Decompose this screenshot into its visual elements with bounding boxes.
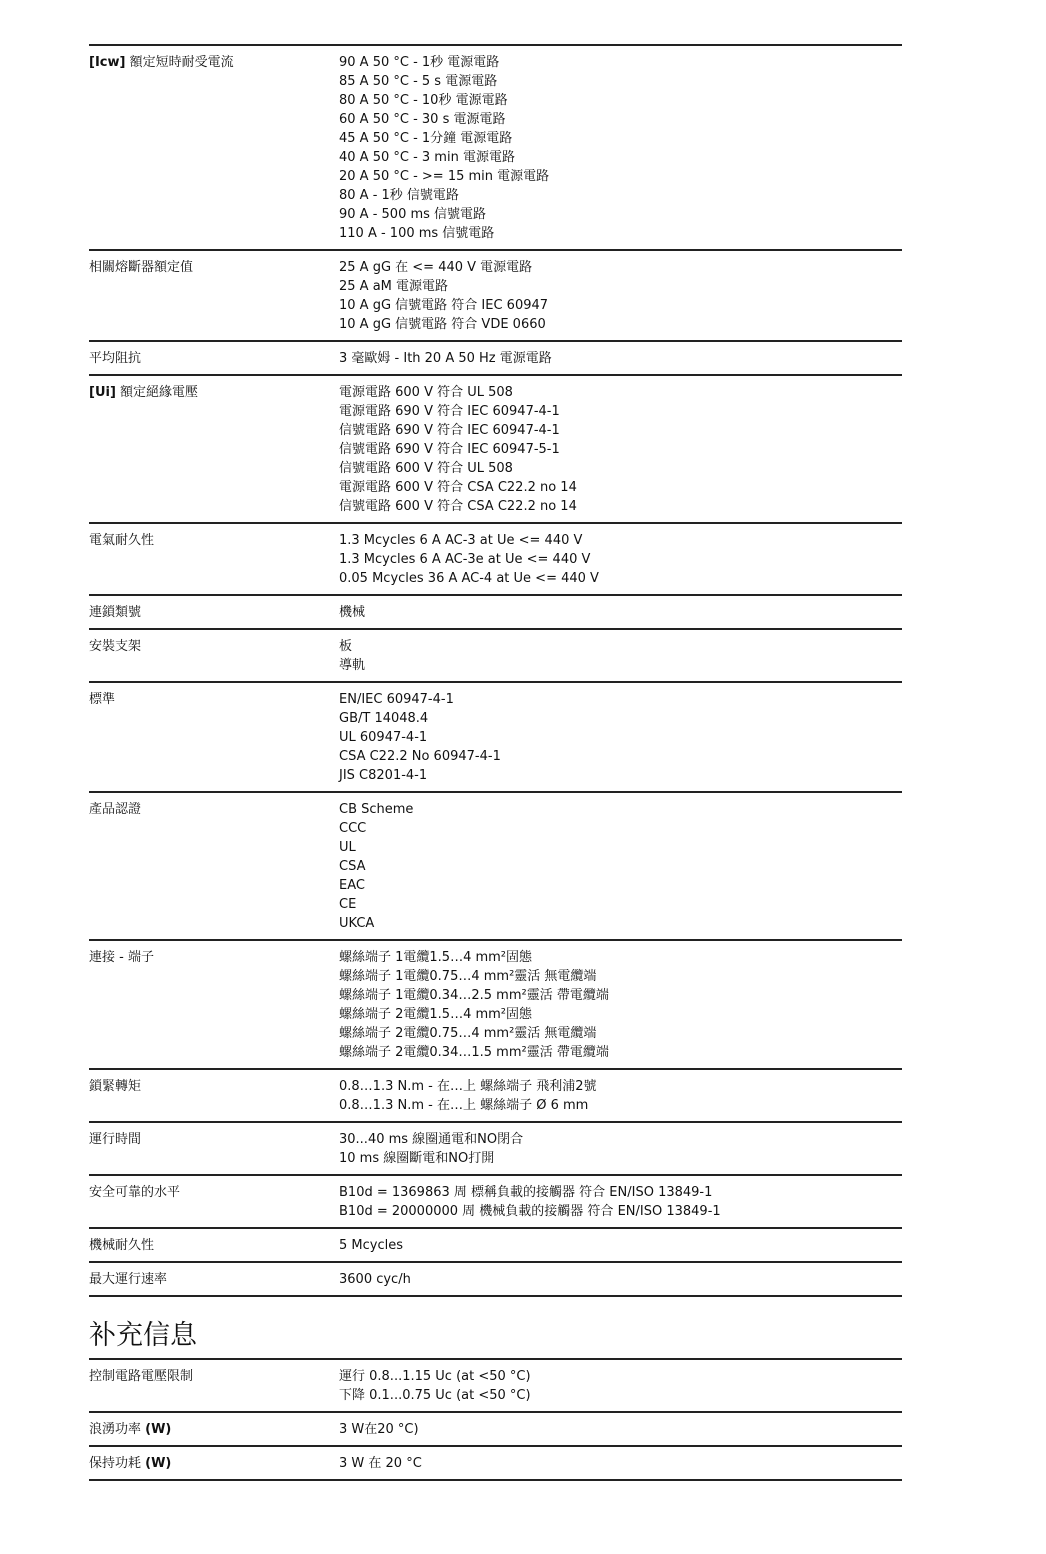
spec-label (89, 1130, 339, 1168)
spec-label-suffix: (W) (145, 1456, 172, 1471)
spec-values (339, 1420, 902, 1439)
spec-table (89, 44, 902, 1297)
spec-value: 60 A 50 °C - 30 s 電源電路 (339, 112, 506, 127)
spec-row (89, 1413, 902, 1447)
spec-row (89, 251, 902, 342)
spec-value: 110 A - 100 ms 信號電路 (339, 226, 495, 241)
spec-value: UL 60947-4-1 (339, 730, 428, 745)
spec-value: 85 A 50 °C - 5 s 電源電路 (339, 74, 498, 89)
spec-values (339, 349, 902, 368)
spec-values (339, 1183, 902, 1221)
spec-value: 3 毫歐姆 - Ith 20 A 50 Hz 電源電路 (339, 351, 552, 366)
spec-value: 電源電路 600 V 符合 UL 508 (339, 385, 513, 400)
spec-value: 下降 0.1...0.75 Uc (at <50 °C) (339, 1388, 531, 1403)
spec-label-text: 相關熔斷器額定值 (89, 260, 194, 275)
spec-label (89, 383, 339, 516)
spec-value: CE (339, 897, 357, 912)
spec-label (89, 1236, 339, 1255)
spec-row (89, 630, 902, 683)
spec-row (89, 596, 902, 630)
spec-label (89, 948, 339, 1062)
spec-value: 信號電路 690 V 符合 IEC 60947-5-1 (339, 442, 560, 457)
spec-values (339, 637, 902, 675)
spec-value: 10 A gG 信號電路 符合 VDE 0660 (339, 317, 546, 332)
spec-row (89, 1070, 902, 1123)
spec-values (339, 1236, 902, 1255)
spec-value: 10 ms 線圈斷電和NO打開 (339, 1151, 495, 1166)
spec-label (89, 1183, 339, 1221)
spec-label-text: 平均阻抗 (89, 351, 142, 366)
spec-label-text: 運行時間 (89, 1132, 142, 1147)
spec-row (89, 376, 902, 524)
spec-value: 10 A gG 信號電路 符合 IEC 60947 (339, 298, 549, 313)
spec-row (89, 342, 902, 376)
spec-label-text: 連鎖類號 (89, 605, 142, 620)
spec-label (89, 531, 339, 588)
spec-page (89, 44, 902, 1481)
spec-value: 板 (339, 639, 353, 654)
spec-values (339, 1367, 902, 1405)
spec-value: 3600 cyc/h (339, 1272, 411, 1287)
spec-value: 45 A 50 °C - 1分鐘 電源電路 (339, 131, 513, 146)
spec-value: 螺絲端子 1電纜0.34…2.5 mm²靈活 帶電纜端 (339, 988, 609, 1003)
spec-value: 30...40 ms 線圈通電和NO閉合 (339, 1132, 524, 1147)
spec-value: 25 A gG 在 <= 440 V 電源電路 (339, 260, 533, 275)
supplementary-title: 补充信息 (89, 1320, 197, 1351)
spec-value: 電源電路 690 V 符合 IEC 60947-4-1 (339, 404, 560, 419)
spec-value: CSA (339, 859, 366, 874)
spec-value: 90 A - 500 ms 信號電路 (339, 207, 487, 222)
spec-label (89, 690, 339, 785)
spec-value: CSA C22.2 No 60947-4-1 (339, 749, 501, 764)
spec-value: 螺絲端子 2電纜0.34…1.5 mm²靈活 帶電纜端 (339, 1045, 609, 1060)
spec-label-text: 浪湧功率 (89, 1422, 146, 1437)
spec-row (89, 1263, 902, 1297)
spec-label-text: 額定絕緣電壓 (115, 385, 199, 400)
spec-values (339, 53, 902, 243)
spec-label (89, 53, 339, 243)
spec-value: UKCA (339, 916, 375, 931)
spec-value: GB/T 14048.4 (339, 711, 429, 726)
spec-value: 25 A aM 電源電路 (339, 279, 449, 294)
spec-value: UL (339, 840, 356, 855)
spec-label-text: 最大運行速率 (89, 1272, 168, 1287)
spec-label (89, 1420, 339, 1439)
spec-label-text: 機械耐久性 (89, 1238, 155, 1253)
spec-value: 信號電路 600 V 符合 CSA C22.2 no 14 (339, 499, 577, 514)
spec-value: 3 W在20 °C) (339, 1422, 419, 1437)
spec-value: JIS C8201-4-1 (339, 768, 428, 783)
spec-values (339, 800, 902, 933)
spec-label-text: 安裝支架 (89, 639, 142, 654)
spec-label (89, 349, 339, 368)
spec-value: 1.3 Mcycles 6 A AC-3 at Ue <= 440 V (339, 533, 583, 548)
spec-values (339, 383, 902, 516)
spec-value: B10d = 1369863 周 標稱負載的接觸器 符合 EN/ISO 13849-1 (339, 1185, 713, 1200)
spec-row (89, 683, 902, 793)
spec-value: 導軌 (339, 658, 366, 673)
spec-value: CCC (339, 821, 367, 836)
spec-label-text: 產品認證 (89, 802, 142, 817)
spec-values (339, 531, 902, 588)
spec-value: 40 A 50 °C - 3 min 電源電路 (339, 150, 515, 165)
spec-values (339, 1077, 902, 1115)
spec-row (89, 524, 902, 596)
spec-label (89, 1367, 339, 1405)
spec-value: 0.05 Mcycles 36 A AC-4 at Ue <= 440 V (339, 571, 599, 586)
spec-label-text: 電氣耐久性 (89, 533, 155, 548)
spec-value: CB Scheme (339, 802, 414, 817)
spec-values (339, 1270, 902, 1289)
spec-value: B10d = 20000000 周 機械負載的接觸器 符合 EN/ISO 13849-1 (339, 1204, 721, 1219)
spec-label (89, 637, 339, 675)
spec-row (89, 1176, 902, 1229)
spec-label (89, 1077, 339, 1115)
spec-label (89, 603, 339, 622)
spec-value: 1.3 Mcycles 6 A AC-3e at Ue <= 440 V (339, 552, 591, 567)
spec-label-text: 保持功耗 (89, 1456, 146, 1471)
spec-value: 螺絲端子 1電纜0.75…4 mm²靈活 無電纜端 (339, 969, 597, 984)
spec-value: EAC (339, 878, 365, 893)
spec-value: 80 A - 1秒 信號電路 (339, 188, 459, 203)
spec-value: 電源電路 600 V 符合 CSA C22.2 no 14 (339, 480, 577, 495)
spec-value: 信號電路 600 V 符合 UL 508 (339, 461, 513, 476)
spec-label-text: 控制電路電壓限制 (89, 1369, 194, 1384)
spec-row (89, 1360, 902, 1413)
spec-values (339, 690, 902, 785)
spec-value: 80 A 50 °C - 10秒 電源電路 (339, 93, 508, 108)
spec-value: EN/IEC 60947-4-1 (339, 692, 454, 707)
spec-label-text: 標準 (89, 692, 116, 707)
spec-value: 0.8…1.3 N.m - 在…上 螺絲端子 Ø 6 mm (339, 1098, 589, 1113)
spec-value: 機械 (339, 605, 366, 620)
spec-row (89, 793, 902, 941)
spec-label (89, 258, 339, 334)
supplementary-table (89, 1358, 902, 1481)
spec-label (89, 1454, 339, 1473)
spec-label (89, 1270, 339, 1289)
spec-value: 20 A 50 °C - >= 15 min 電源電路 (339, 169, 550, 184)
spec-row (89, 1447, 902, 1481)
spec-value: 螺絲端子 1電纜1.5…4 mm²固態 (339, 950, 533, 965)
spec-row (89, 1229, 902, 1263)
spec-value: 運行 0.8...1.15 Uc (at <50 °C) (339, 1369, 531, 1384)
spec-label (89, 800, 339, 933)
spec-label-suffix: (W) (145, 1422, 172, 1437)
spec-values (339, 1130, 902, 1168)
spec-values (339, 948, 902, 1062)
spec-label-text: 安全可靠的水平 (89, 1185, 181, 1200)
spec-value: 3 W 在 20 °C (339, 1456, 422, 1471)
spec-value: 90 A 50 °C - 1秒 電源電路 (339, 55, 500, 70)
spec-row (89, 46, 902, 251)
spec-label-text: 額定短時耐受電流 (125, 55, 234, 70)
spec-values (339, 258, 902, 334)
spec-values (339, 1454, 902, 1473)
spec-value: 0.8…1.3 N.m - 在…上 螺絲端子 飛利浦2號 (339, 1079, 597, 1094)
spec-row (89, 941, 902, 1070)
spec-row (89, 1123, 902, 1176)
spec-value: 螺絲端子 2電纜0.75…4 mm²靈活 無電纜端 (339, 1026, 597, 1041)
spec-label-text: 連接 - 端子 (89, 950, 154, 965)
spec-label-prefix: [Ui] (89, 385, 116, 400)
spec-label-prefix: [Icw] (89, 55, 126, 70)
spec-value: 信號電路 690 V 符合 IEC 60947-4-1 (339, 423, 560, 438)
spec-value: 5 Mcycles (339, 1238, 403, 1253)
spec-value: 螺絲端子 2電纜1.5…4 mm²固態 (339, 1007, 533, 1022)
spec-label-text: 鎖緊轉矩 (89, 1079, 142, 1094)
spec-values (339, 603, 902, 622)
